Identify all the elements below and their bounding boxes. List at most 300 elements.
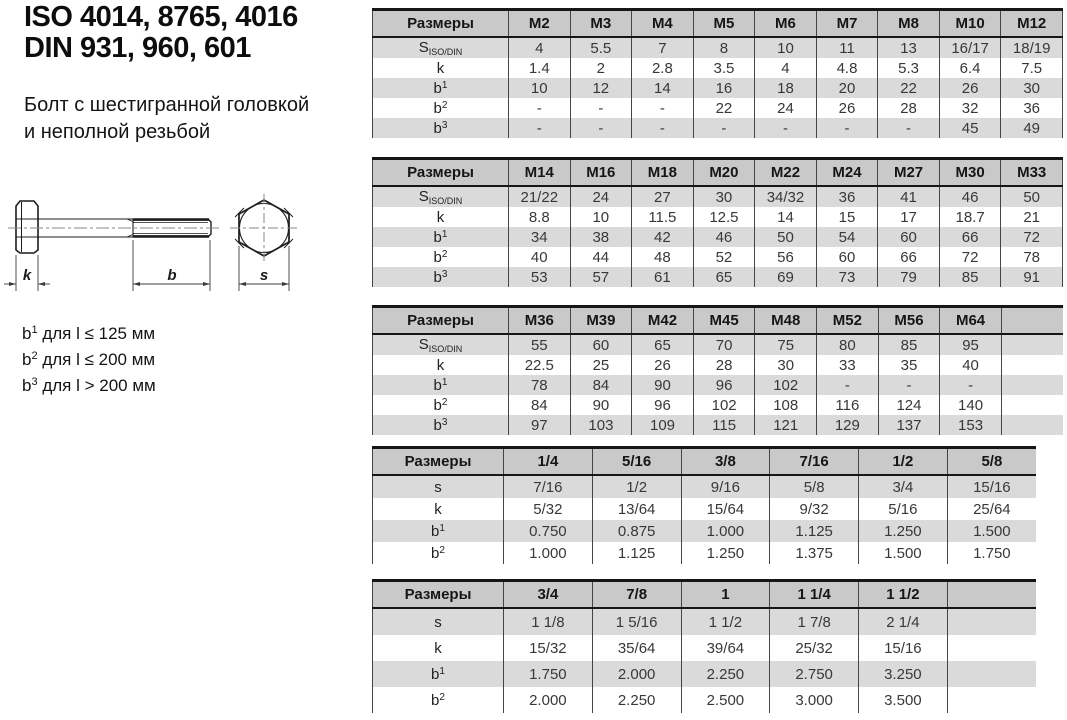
data-cell: 1.750: [504, 661, 593, 687]
empty-header-cell: [1001, 307, 1063, 335]
data-cell: -: [570, 118, 632, 138]
subtitle-line-2: и неполной резьбой: [24, 121, 211, 143]
column-header-cell: M18: [632, 159, 694, 187]
data-cell: 6.4: [939, 58, 1001, 78]
column-header-cell: M16: [570, 159, 632, 187]
row-label-cell: $S_{ISO/DIN}$: [373, 186, 509, 207]
column-header-cell: M6: [755, 10, 817, 38]
data-cell: 0.875: [592, 520, 681, 542]
size-header-cell: Размеры: [373, 448, 504, 476]
column-header-cell: 5/8: [947, 448, 1036, 476]
column-header-cell: M2: [509, 10, 571, 38]
table-row: [373, 334, 1064, 355]
page-title: [24, 2, 298, 64]
data-cell: 5/8: [770, 475, 859, 498]
data-cell: 7.5: [1001, 58, 1063, 78]
dimensions-table: [372, 8, 1063, 138]
table-row: [373, 58, 1063, 78]
data-cell: 73: [816, 267, 878, 287]
table-row: [373, 98, 1063, 118]
data-cell: 33: [817, 355, 879, 375]
data-cell: 18/19: [1001, 37, 1063, 58]
column-header-cell: 1 1/4: [770, 581, 859, 609]
row-label-cell: k: [373, 58, 509, 78]
column-header-cell: M48: [755, 307, 817, 335]
row-label-cell: $b^3$: [373, 415, 509, 435]
data-cell: 8: [693, 37, 755, 58]
title-iso: ISO 4014, 8765, 4016: [24, 1, 298, 33]
bolt-side-view: [16, 201, 211, 253]
data-cell: 26: [816, 98, 878, 118]
data-cell: 2.250: [592, 687, 681, 713]
column-header-cell: 1: [681, 581, 770, 609]
note-line: b$^3$ для l > 200 мм: [22, 376, 156, 395]
dimensions-table: [372, 579, 1036, 713]
data-cell: 65: [632, 334, 694, 355]
table-row: [373, 186, 1063, 207]
data-cell: 34/32: [755, 186, 817, 207]
data-cell: 3/4: [859, 475, 948, 498]
data-cell: 0.750: [504, 520, 593, 542]
data-cell: 72: [939, 247, 1001, 267]
table-row: [373, 475, 1037, 498]
data-cell: 70: [693, 334, 755, 355]
table-metric-m36-m64: [372, 305, 1063, 435]
data-cell: 5/32: [504, 498, 593, 520]
data-cell: 121: [755, 415, 817, 435]
row-label-cell: $b^3$: [373, 267, 509, 287]
empty-cell: [1001, 395, 1063, 415]
data-cell: 2.750: [770, 661, 859, 687]
column-header-cell: M12: [1001, 10, 1063, 38]
table-row: [373, 207, 1063, 227]
row-label-cell: $b^2$: [373, 542, 504, 564]
data-cell: 46: [939, 186, 1001, 207]
table-row: [373, 542, 1037, 564]
data-cell: 30: [693, 186, 755, 207]
column-header-cell: M30: [939, 159, 1001, 187]
data-cell: 96: [632, 395, 694, 415]
data-cell: 15/64: [681, 498, 770, 520]
data-cell: 85: [878, 334, 940, 355]
data-cell: 13/64: [592, 498, 681, 520]
data-cell: 1.250: [681, 542, 770, 564]
data-cell: 2 1/4: [859, 608, 948, 635]
data-cell: 34: [509, 227, 571, 247]
row-label-cell: $S_{ISO/DIN}$: [373, 334, 509, 355]
data-cell: 50: [755, 227, 817, 247]
column-header-cell: M4: [632, 10, 694, 38]
table-row: [373, 608, 1037, 635]
data-cell: 66: [939, 227, 1001, 247]
dimensions-table: [372, 305, 1063, 435]
data-cell: 85: [939, 267, 1001, 287]
data-cell: -: [509, 98, 571, 118]
data-cell: 109: [632, 415, 694, 435]
data-cell: 21/22: [509, 186, 571, 207]
table-row: [373, 78, 1063, 98]
data-cell: 20: [816, 78, 878, 98]
data-cell: 14: [632, 78, 694, 98]
header-row: [373, 10, 1063, 38]
empty-cell: [1001, 375, 1063, 395]
table-row: [373, 227, 1063, 247]
data-cell: 27: [632, 186, 694, 207]
row-label-cell: k: [373, 207, 509, 227]
data-cell: 54: [816, 227, 878, 247]
data-cell: 7: [632, 37, 694, 58]
data-cell: 13: [878, 37, 940, 58]
data-cell: 9/16: [681, 475, 770, 498]
data-cell: -: [817, 375, 879, 395]
data-cell: 28: [878, 98, 940, 118]
column-header-cell: M27: [878, 159, 940, 187]
column-header-cell: 5/16: [592, 448, 681, 476]
data-cell: 1/2: [592, 475, 681, 498]
data-cell: 35/64: [592, 635, 681, 661]
subtitle-line-1: Болт с шестигранной головкой: [24, 94, 310, 116]
data-cell: 26: [939, 78, 1001, 98]
data-cell: 25/64: [947, 498, 1036, 520]
table-inch-34-112: [372, 579, 1036, 713]
row-label-cell: $b^1$: [373, 227, 509, 247]
column-header-cell: 3/8: [681, 448, 770, 476]
data-cell: 48: [632, 247, 694, 267]
data-cell: 3.5: [693, 58, 755, 78]
data-cell: 108: [755, 395, 817, 415]
data-cell: 30: [755, 355, 817, 375]
note-line: b$^2$ для l ≤ 200 мм: [22, 350, 156, 369]
empty-cell: [1001, 355, 1063, 375]
column-header-cell: M45: [693, 307, 755, 335]
data-cell: 1 5/16: [592, 608, 681, 635]
column-header-cell: 1 1/2: [859, 581, 948, 609]
data-cell: 2.250: [681, 661, 770, 687]
title-din: DIN 931, 960, 601: [24, 32, 251, 64]
data-cell: 11: [816, 37, 878, 58]
data-cell: 140: [940, 395, 1002, 415]
data-cell: 1 1/2: [681, 608, 770, 635]
empty-cell: [947, 687, 1036, 713]
table-row: [373, 267, 1063, 287]
size-header-cell: Размеры: [373, 159, 509, 187]
data-cell: 16: [693, 78, 755, 98]
data-cell: 137: [878, 415, 940, 435]
header-row: [373, 581, 1037, 609]
row-label-cell: $b^1$: [373, 375, 509, 395]
data-cell: 102: [755, 375, 817, 395]
data-cell: 17: [878, 207, 940, 227]
table-inch-14-58: [372, 446, 1036, 564]
data-cell: 153: [940, 415, 1002, 435]
row-label-cell: $b^3$: [373, 118, 509, 138]
data-cell: 36: [816, 186, 878, 207]
data-cell: 5.3: [878, 58, 940, 78]
data-cell: 22: [693, 98, 755, 118]
data-cell: 52: [693, 247, 755, 267]
table-row: [373, 661, 1037, 687]
data-cell: 12.5: [693, 207, 755, 227]
data-cell: 80: [817, 334, 879, 355]
data-cell: 66: [878, 247, 940, 267]
column-header-cell: 3/4: [504, 581, 593, 609]
data-cell: -: [816, 118, 878, 138]
data-cell: 2.500: [681, 687, 770, 713]
data-cell: 1.125: [592, 542, 681, 564]
table-row: [373, 118, 1063, 138]
dim-label-k: k: [22, 267, 32, 284]
column-header-cell: M8: [878, 10, 940, 38]
data-cell: 9/32: [770, 498, 859, 520]
data-cell: 3.000: [770, 687, 859, 713]
empty-cell: [1001, 334, 1063, 355]
row-label-cell: $b^2$: [373, 395, 509, 415]
data-cell: 2.8: [632, 58, 694, 78]
data-cell: 102: [693, 395, 755, 415]
data-cell: -: [878, 118, 940, 138]
data-cell: 18.7: [939, 207, 1001, 227]
data-cell: 24: [570, 186, 632, 207]
column-header-cell: M42: [632, 307, 694, 335]
data-cell: 28: [693, 355, 755, 375]
column-header-cell: M10: [939, 10, 1001, 38]
data-cell: 1.000: [681, 520, 770, 542]
table-row: [373, 415, 1064, 435]
column-header-cell: M7: [816, 10, 878, 38]
empty-cell: [947, 661, 1036, 687]
data-cell: 40: [509, 247, 571, 267]
data-cell: 1.000: [504, 542, 593, 564]
table-row: [373, 375, 1064, 395]
data-cell: 22.5: [509, 355, 571, 375]
data-cell: 60: [816, 247, 878, 267]
data-cell: 65: [693, 267, 755, 287]
data-cell: 32: [939, 98, 1001, 118]
table-metric-m2-m12: [372, 8, 1063, 138]
data-cell: 60: [878, 227, 940, 247]
data-cell: 36: [1001, 98, 1063, 118]
row-label-cell: $b^2$: [373, 247, 509, 267]
data-cell: 8.8: [509, 207, 571, 227]
table-row: [373, 247, 1063, 267]
data-cell: 1.750: [947, 542, 1036, 564]
data-cell: 78: [509, 375, 571, 395]
bolt-technical-drawing: [2, 192, 338, 307]
dimensions-table: [372, 157, 1063, 287]
data-cell: 10: [570, 207, 632, 227]
data-cell: 10: [509, 78, 571, 98]
data-cell: 44: [570, 247, 632, 267]
column-header-cell: M5: [693, 10, 755, 38]
data-cell: 18: [755, 78, 817, 98]
data-cell: -: [509, 118, 571, 138]
data-cell: 4: [755, 58, 817, 78]
data-cell: 3.250: [859, 661, 948, 687]
data-cell: 97: [509, 415, 571, 435]
column-header-cell: M24: [816, 159, 878, 187]
column-header-cell: M3: [570, 10, 632, 38]
data-cell: 12: [570, 78, 632, 98]
table-metric-m14-m33: [372, 157, 1063, 287]
data-cell: 5.5: [570, 37, 632, 58]
size-header-cell: Размеры: [373, 307, 509, 335]
note-line: b$^1$ для l ≤ 125 мм: [22, 324, 156, 343]
column-header-cell: M56: [878, 307, 940, 335]
empty-cell: [947, 635, 1036, 661]
data-cell: 46: [693, 227, 755, 247]
row-label-cell: k: [373, 498, 504, 520]
table-row: [373, 37, 1063, 58]
row-label-cell: $b^1$: [373, 78, 509, 98]
data-cell: -: [693, 118, 755, 138]
data-cell: 96: [693, 375, 755, 395]
data-cell: 116: [817, 395, 879, 415]
row-label-cell: $b^1$: [373, 661, 504, 687]
data-cell: 40: [940, 355, 1002, 375]
data-cell: 91: [1001, 267, 1063, 287]
data-cell: 1.500: [947, 520, 1036, 542]
data-cell: 90: [632, 375, 694, 395]
row-label-cell: k: [373, 355, 509, 375]
data-cell: 30: [1001, 78, 1063, 98]
row-label-cell: $b^1$: [373, 520, 504, 542]
empty-header-cell: [947, 581, 1036, 609]
data-cell: 15/16: [947, 475, 1036, 498]
data-cell: 38: [570, 227, 632, 247]
column-header-cell: M64: [940, 307, 1002, 335]
data-cell: -: [570, 98, 632, 118]
data-cell: 90: [570, 395, 632, 415]
column-header-cell: M36: [509, 307, 571, 335]
table-row: [373, 355, 1064, 375]
data-cell: 1.500: [859, 542, 948, 564]
column-header-cell: M39: [570, 307, 632, 335]
size-header-cell: Размеры: [373, 581, 504, 609]
column-header-cell: 7/8: [592, 581, 681, 609]
dim-label-b: b: [167, 267, 177, 284]
table-row: [373, 687, 1037, 713]
data-cell: 25/32: [770, 635, 859, 661]
row-label-cell: s: [373, 475, 504, 498]
header-row: [373, 159, 1063, 187]
data-cell: 69: [755, 267, 817, 287]
data-cell: 1 7/8: [770, 608, 859, 635]
table-row: [373, 395, 1064, 415]
data-cell: 61: [632, 267, 694, 287]
data-cell: 7/16: [504, 475, 593, 498]
thread-length-notes: [22, 319, 156, 397]
dimensions-table: [372, 446, 1036, 564]
data-cell: -: [878, 375, 940, 395]
row-label-cell: $b^2$: [373, 687, 504, 713]
header-row: [373, 448, 1037, 476]
data-cell: -: [632, 118, 694, 138]
page-subtitle: [24, 92, 309, 146]
column-header-cell: 7/16: [770, 448, 859, 476]
data-cell: 1.250: [859, 520, 948, 542]
data-cell: 39/64: [681, 635, 770, 661]
row-label-cell: $b^2$: [373, 98, 509, 118]
data-cell: 21: [1001, 207, 1063, 227]
empty-cell: [947, 608, 1036, 635]
column-header-cell: M20: [693, 159, 755, 187]
data-cell: 103: [570, 415, 632, 435]
data-cell: 50: [1001, 186, 1063, 207]
row-label-cell: k: [373, 635, 504, 661]
data-cell: 2.000: [592, 661, 681, 687]
data-cell: 42: [632, 227, 694, 247]
data-cell: 49: [1001, 118, 1063, 138]
data-cell: 56: [755, 247, 817, 267]
data-cell: 24: [755, 98, 817, 118]
table-row: [373, 520, 1037, 542]
data-cell: 5/16: [859, 498, 948, 520]
data-cell: 3.500: [859, 687, 948, 713]
data-cell: 11.5: [632, 207, 694, 227]
data-cell: -: [755, 118, 817, 138]
data-cell: 16/17: [939, 37, 1001, 58]
data-cell: 79: [878, 267, 940, 287]
size-header-cell: Размеры: [373, 10, 509, 38]
column-header-cell: 1/2: [859, 448, 948, 476]
data-cell: 4: [509, 37, 571, 58]
data-cell: 57: [570, 267, 632, 287]
data-cell: 35: [878, 355, 940, 375]
data-cell: 26: [632, 355, 694, 375]
data-cell: 84: [509, 395, 571, 415]
data-cell: 10: [755, 37, 817, 58]
table-row: [373, 635, 1037, 661]
data-cell: 75: [755, 334, 817, 355]
data-cell: 55: [509, 334, 571, 355]
data-cell: 72: [1001, 227, 1063, 247]
column-header-cell: M33: [1001, 159, 1063, 187]
row-label-cell: s: [373, 608, 504, 635]
data-cell: 22: [878, 78, 940, 98]
header-row: [373, 307, 1064, 335]
table-row: [373, 498, 1037, 520]
data-cell: 15/16: [859, 635, 948, 661]
data-cell: 115: [693, 415, 755, 435]
data-cell: 1.4: [509, 58, 571, 78]
data-cell: 95: [940, 334, 1002, 355]
data-cell: 124: [878, 395, 940, 415]
data-cell: 45: [939, 118, 1001, 138]
data-cell: 15: [816, 207, 878, 227]
data-cell: 41: [878, 186, 940, 207]
column-header-cell: M52: [817, 307, 879, 335]
data-cell: 1.125: [770, 520, 859, 542]
data-cell: 14: [755, 207, 817, 227]
column-header-cell: M22: [755, 159, 817, 187]
dim-label-s: s: [259, 267, 269, 284]
data-cell: -: [632, 98, 694, 118]
column-header-cell: M14: [509, 159, 571, 187]
data-cell: -: [940, 375, 1002, 395]
data-cell: 129: [817, 415, 879, 435]
data-cell: 25: [570, 355, 632, 375]
data-cell: 15/32: [504, 635, 593, 661]
column-header-cell: 1/4: [504, 448, 593, 476]
data-cell: 2.000: [504, 687, 593, 713]
data-cell: 4.8: [816, 58, 878, 78]
data-cell: 1.375: [770, 542, 859, 564]
data-cell: 78: [1001, 247, 1063, 267]
row-label-cell: $S_{ISO/DIN}$: [373, 37, 509, 58]
bolt-hex-end-view: [230, 194, 298, 262]
data-cell: 60: [570, 334, 632, 355]
data-cell: 53: [509, 267, 571, 287]
